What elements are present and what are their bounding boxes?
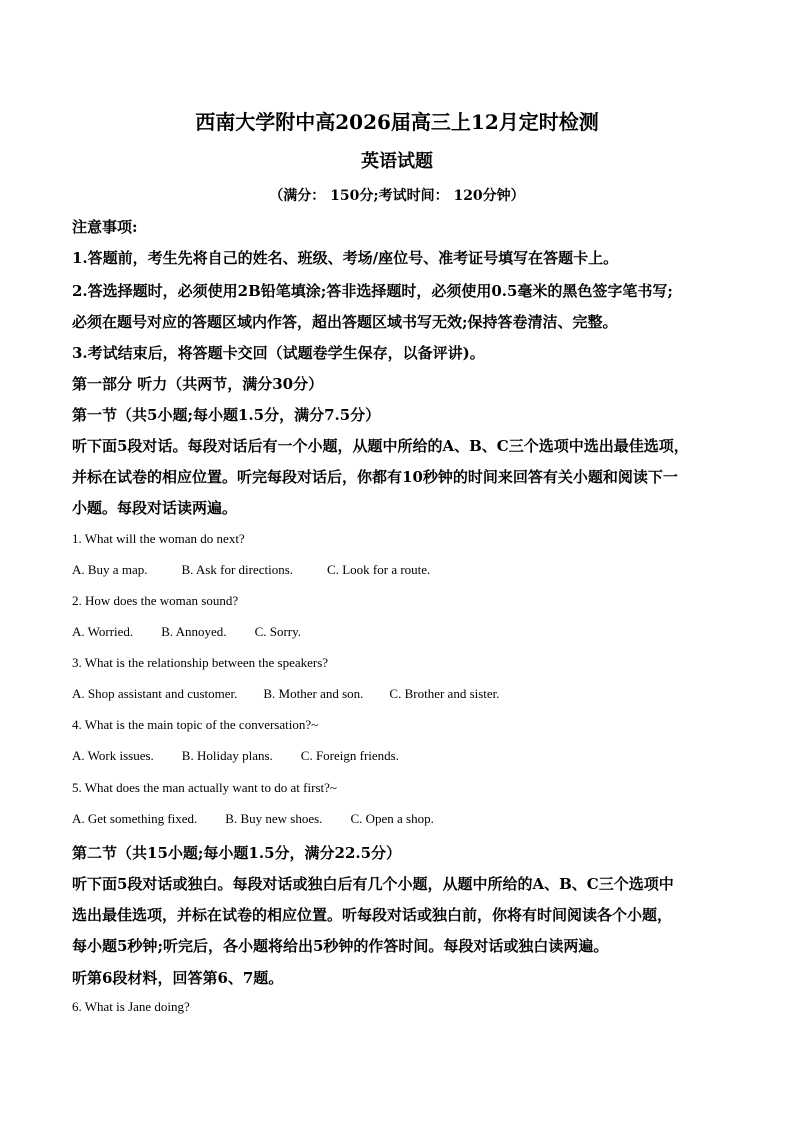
question-5-options xyxy=(72,811,468,827)
question-6: 6. What is Jane doing? xyxy=(72,999,190,1014)
exam-title: 西南大学附中高2026届高三上12月定时检测 xyxy=(195,110,599,134)
question-3: 3. What is the relationship between the speakers? xyxy=(72,655,329,670)
option-c: C. Look for a route. xyxy=(327,562,431,577)
option-c: C. Open a shop. xyxy=(350,811,434,826)
question-3-options xyxy=(72,686,534,702)
question-4-options xyxy=(72,748,433,764)
section2-instructions-line-2: 选出最佳选项，并标在试卷的相应位置。听每段对话或独白前，你将有时间阅读各个小题， xyxy=(72,906,673,924)
option-b: B. Holiday plans. xyxy=(181,748,273,763)
option-b: B. Annoyed. xyxy=(161,624,227,639)
notice-item-1: 1.答题前，考生先将自己的姓名、班级、考场/座位号、准考证号填写在答题卡上。 xyxy=(72,249,619,267)
option-b: B. Buy new shoes. xyxy=(225,811,323,826)
question-1: 1. What will the woman do next? xyxy=(72,531,245,546)
question-2: 2. How does the woman sound? xyxy=(72,593,239,608)
section1-instructions-line-3: 小题。每段对话读两遍。 xyxy=(72,499,238,517)
part1-heading: 第一部分 听力（共两节，满分30分） xyxy=(72,375,324,393)
option-c: C. Foreign friends. xyxy=(300,748,399,763)
option-a: A. Buy a map. xyxy=(72,562,148,577)
score-time-info: （满分： 150分;考试时间： 120分钟） xyxy=(269,188,525,204)
notice-item-2-line-2: 必须在题号对应的答题区域内作答，超出答题区域书写无效;保持答卷清洁、完整。 xyxy=(72,313,618,331)
section1-instructions-line-1: 听下面5段对话。每段对话后有一个小题，从题中所给的A、B、C三个选项中选出最佳选项， xyxy=(72,437,689,455)
option-c: C. Brother and sister. xyxy=(389,686,500,701)
option-a: A. Get something fixed. xyxy=(72,811,198,826)
option-b: B. Mother and son. xyxy=(263,686,364,701)
question-4: 4. What is the main topic of the conversation?~ xyxy=(72,717,319,732)
question-1-options xyxy=(72,562,464,578)
section1-heading: 第一节（共5小题;每小题1.5分，满分7.5分） xyxy=(72,406,381,424)
question-2-options xyxy=(72,624,335,640)
exam-subject: 英语试题 xyxy=(361,151,433,172)
notice-item-3: 3.考试结束后，将答题卡交回（试题卷学生保存，以备评讲)。 xyxy=(72,344,485,362)
option-a: A. Shop assistant and customer. xyxy=(72,686,238,701)
option-c: C. Sorry. xyxy=(254,624,302,639)
question-5: 5. What does the man actually want to do at first?~ xyxy=(72,780,337,795)
notice-item-2-line-1: 2.答选择题时，必须使用2B铅笔填涂;答非选择题时，必须使用0.5毫米的黑色签字笔书写; xyxy=(72,282,673,300)
section1-instructions-line-2: 并标在试卷的相应位置。听完每段对话后，你都有10秒钟的时间来回答有关小题和阅读下一 xyxy=(72,468,678,486)
material-6-heading: 听第6段材料，回答第6、7题。 xyxy=(72,969,284,987)
option-a: A. Worried. xyxy=(72,624,134,639)
section2-instructions-line-3: 每小题5秒钟;听完后，各小题将给出5秒钟的作答时间。每段对话或独白读两遍。 xyxy=(72,937,609,955)
notice-heading: 注意事项: xyxy=(72,218,138,236)
option-b: B. Ask for directions. xyxy=(181,562,294,577)
section2-instructions-line-1: 听下面5段对话或独白。每段对话或独白后有几个小题，从题中所给的A、B、C三个选项中 xyxy=(72,875,674,893)
option-a: A. Work issues. xyxy=(72,748,154,763)
section2-heading: 第二节（共15小题;每小题1.5分，满分22.5分） xyxy=(72,844,402,862)
